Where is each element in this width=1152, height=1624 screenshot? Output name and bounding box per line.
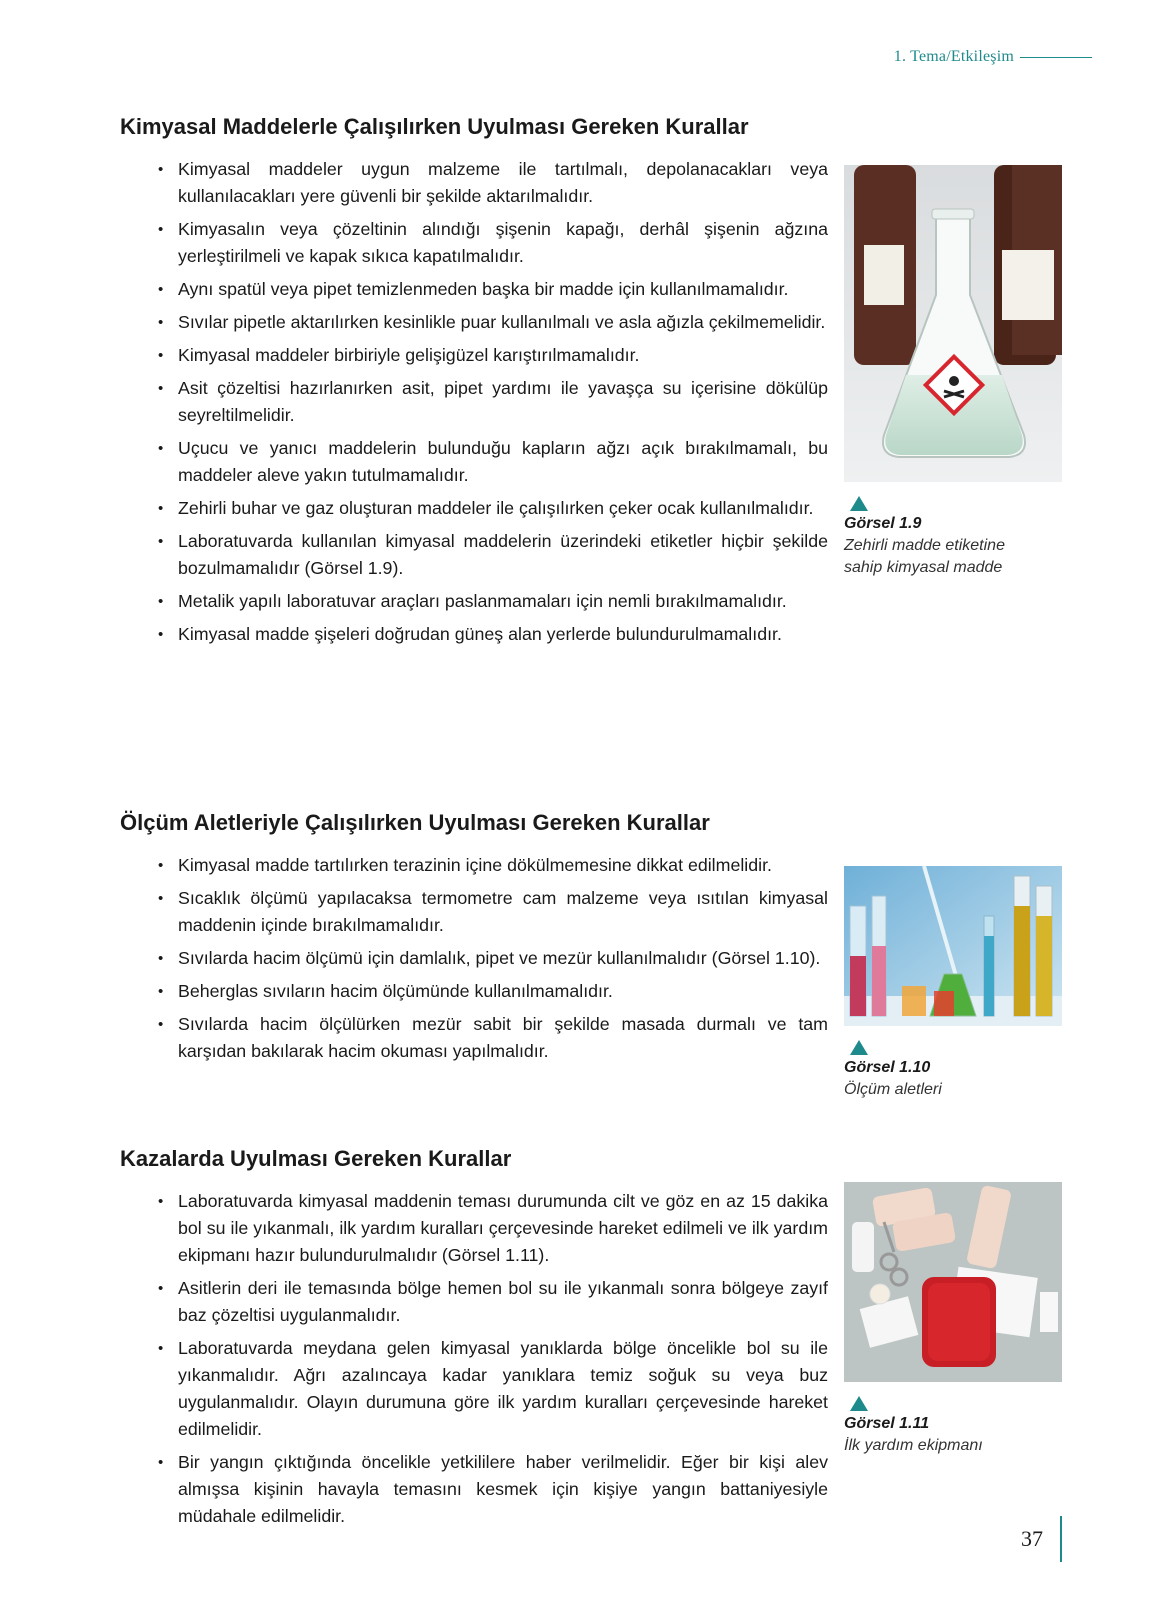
section-measurement-tools <box>120 810 828 1071</box>
list-item: • Uçucu ve yanıcı maddelerin bulunduğu kapların ağzı açık bırakılmamalı, bu maddeler aleve yakın tutulmamalıdır. <box>120 435 828 489</box>
rule-list <box>120 156 828 648</box>
list-item: • Laboratuvarda kullanılan kimyasal maddelerin üzerindeki etiketler hiçbir şekilde bozulmamalıdır (Görsel 1.9). <box>120 528 828 582</box>
list-item: • Kimyasal maddeler uygun malzeme ile tartılmalı, depolanacakları veya kullanılacakları yere güvenli bir şekilde aktarılmalıdır. <box>120 156 828 210</box>
list-item: • Kimyasal madde tartılırken terazinin içine dökülmemesine dikkat edilmelidir. <box>120 852 828 879</box>
list-item: • Laboratuvarda meydana gelen kimyasal yanıklarda bölge öncelikle bol su ile yıkanmalıdır. Ağrı azalıncaya kadar yanıklara temiz soğuk su veya buz uygulanmalıdır. Olayın durumuna göre ilk yardım kuralları çerçevesinde hareket edilmelidir. <box>120 1335 828 1443</box>
list-item: • Sıvılar pipetle aktarılırken kesinlikle puar kullanılmalı ve asla ağızla çekilmemelidir. <box>120 309 828 336</box>
first-aid-photo <box>844 1182 1062 1382</box>
list-item: • Kimyasal madde şişeleri doğrudan güneş alan yerlerde bulundurulmamalıdır. <box>120 621 828 648</box>
rule-list <box>120 1188 828 1530</box>
section-title: Kazalarda Uyulması Gereken Kurallar <box>120 1146 512 1171</box>
running-header <box>894 48 1092 66</box>
list-item: • Aynı spatül veya pipet temizlenmeden başka bir madde için kullanılmamalıdır. <box>120 276 828 303</box>
figure-label: Görsel 1.11 <box>844 1415 930 1432</box>
list-item: • Sıcaklık ölçümü yapılacaksa termometre cam malzeme veya ısıtılan kimyasal maddenin içinde bırakılmamalıdır. <box>120 885 828 939</box>
caption-marker-icon <box>850 1396 868 1411</box>
rule-list <box>120 852 828 1065</box>
figure-caption <box>844 496 1062 579</box>
section-accidents <box>120 1146 828 1536</box>
figure-caption-text: Ölçüm aletleri <box>844 1081 942 1098</box>
list-item: • Beherglas sıvıların hacim ölçümünde kullanılmamalıdır. <box>120 978 828 1005</box>
list-item: • Kimyasalın veya çözeltinin alındığı şişenin kapağı, derhâl şişenin ağzına yerleştirilmeli ve kapak sıkıca kapatılmalıdır. <box>120 216 828 270</box>
header-section-label: 1. Tema/Etkileşim <box>893 48 1014 65</box>
figure-caption-text: İlk yardım ekipmanı <box>844 1437 983 1454</box>
list-item: • Asit çözeltisi hazırlanırken asit, pipet yardımı ile yavaşça su içerisine dökülüp seyreltilmelidir. <box>120 375 828 429</box>
list-item: • Metalik yapılı laboratuvar araçları paslanmamaları için nemli bırakılmamalıdır. <box>120 588 828 615</box>
section-title: Ölçüm Aletleriyle Çalışılırken Uyulması Gereken Kurallar <box>120 810 710 835</box>
page-number: 37 <box>1021 1526 1043 1551</box>
caption-marker-icon <box>850 1040 868 1055</box>
figure-label: Görsel 1.9 <box>844 515 922 532</box>
figure-1-10 <box>844 866 1062 1101</box>
list-item: • Kimyasal maddeler birbiriyle gelişigüzel karıştırılmamalıdır. <box>120 342 828 369</box>
header-rule <box>1020 57 1092 58</box>
section-lab-chemicals <box>120 114 828 654</box>
list-item: • Bir yangın çıktığında öncelikle yetkililere haber verilmelidir. Eğer bir kişi alev almışsa kişinin havayla temasını kesmek için kişiye yangın battaniyesiyle müdahale edilmelidir. <box>120 1449 828 1530</box>
list-item: • Zehirli buhar ve gaz oluşturan maddeler ile çalışılırken çeker ocak kullanılmalıdır. <box>120 495 828 522</box>
section-title: Kimyasal Maddelerle Çalışılırken Uyulması Gereken Kurallar <box>120 114 749 139</box>
caption-marker-icon <box>850 496 868 511</box>
measurement-tools-photo <box>844 866 1062 1026</box>
list-item: • Sıvılarda hacim ölçümü için damlalık, pipet ve mezür kullanılmalıdır (Görsel 1.10). <box>120 945 828 972</box>
page-number-rule <box>1060 1516 1062 1562</box>
figure-caption <box>844 1040 1062 1101</box>
list-item: • Asitlerin deri ile temasında bölge hemen bol su ile yıkanmalı sonra bölgeye zayıf baz çözeltisi uygulanmalıdır. <box>120 1275 828 1329</box>
figure-label: Görsel 1.10 <box>844 1059 931 1076</box>
figure-1-11 <box>844 1182 1062 1457</box>
figure-caption-text: Zehirli madde etiketine sahip kimyasal madde <box>844 537 1005 576</box>
figure-1-9 <box>844 165 1062 579</box>
figure-caption <box>844 1396 1062 1457</box>
list-item: • Laboratuvarda kimyasal maddenin teması durumunda cilt ve göz en az 15 dakika bol su ile yıkanmalı, ilk yardım kuralları çerçevesinde hareket edilmeli ve ilk yardım ekipmanı hazır bulundurulmalıdır (Görsel 1.11). <box>120 1188 828 1269</box>
flask-photo <box>844 165 1062 482</box>
list-item: • Sıvılarda hacim ölçülürken mezür sabit bir şekilde masada durmalı ve tam karşıdan bakılarak hacim okuması yapılmalıdır. <box>120 1011 828 1065</box>
